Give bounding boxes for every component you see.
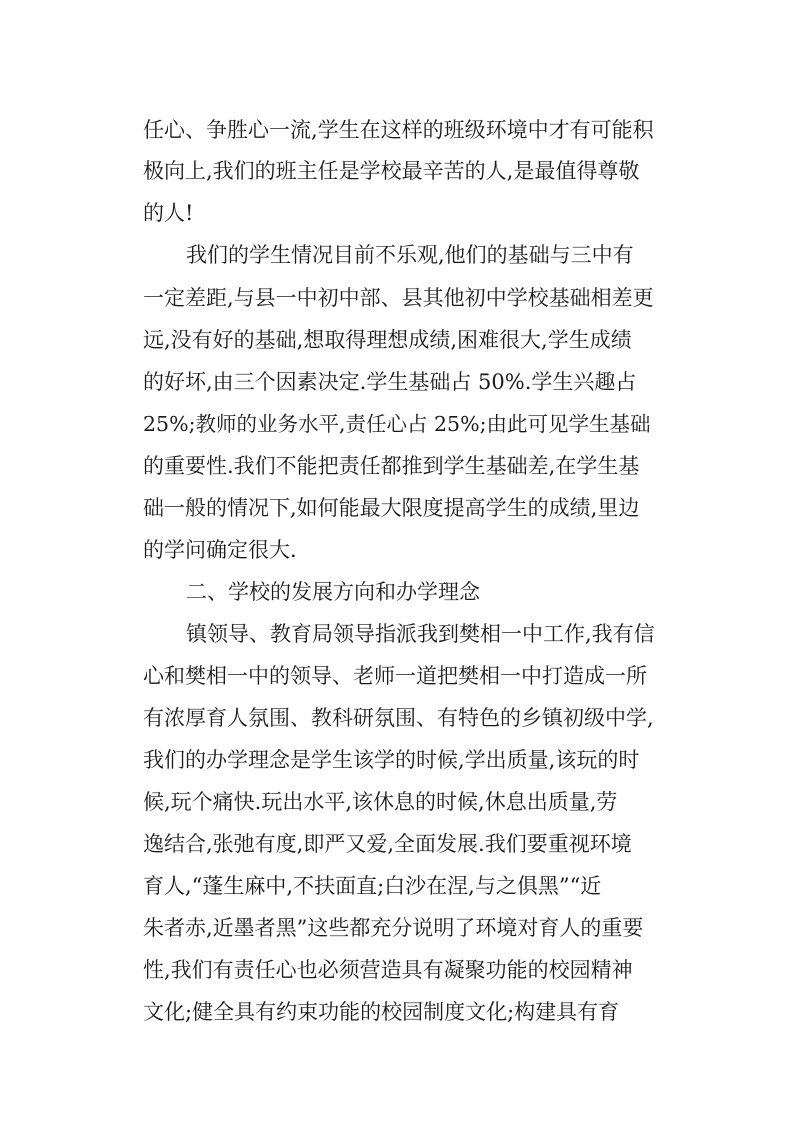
text-line: 心和樊相一中的领导、老师一道把樊相一中打造成一所 — [143, 664, 647, 688]
text-line: 朱者赤,近墨者黑”这些都充分说明了环境对育人的重要 — [143, 916, 644, 940]
text-line: 有浓厚育人氛围、教科研氛围、有特色的乡镇初级中学, — [143, 706, 654, 730]
text-line: 极向上,我们的班主任是学校最辛苦的人,是最值得尊敬 — [143, 159, 640, 183]
text-line: 的人! — [143, 201, 194, 225]
paragraph-start-line: 镇领导、教育局领导指派我到樊相一中工作,我有信 — [186, 622, 655, 646]
text-line: 础一般的情况下,如何能最大限度提高学生的成绩,里边 — [143, 496, 640, 520]
text-line: 文化;健全具有约束功能的校园制度文化;构建具有育 — [143, 1000, 620, 1024]
text-line: 任心、争胜心一流,学生在这样的班级环境中才有可能积 — [143, 118, 654, 142]
text-line: 的学问确定很大. — [143, 538, 297, 562]
text-line: 的重要性.我们不能把责任都推到学生基础差,在学生基 — [143, 454, 640, 478]
paragraph-start-line: 我们的学生情况目前不乐观,他们的基础与三中有 — [186, 243, 634, 267]
text-line: 候,玩个痛快.玩出水平,该休息的时候,休息出质量,劳 — [143, 790, 618, 814]
text-line: 25%;教师的业务水平,责任心占 25%;由此可见学生基础 — [143, 412, 651, 436]
text-line: 一定差距,与县一中初中部、县其他初中学校基础相差更 — [143, 286, 654, 310]
text-line: 育人,“蓬生麻中,不扶面直;白沙在涅,与之俱黑”“近 — [143, 874, 602, 898]
section-heading: 二、学校的发展方向和办学理念 — [186, 580, 480, 604]
text-line: 的好坏,由三个因素决定.学生基础占 50%.学生兴趣占 — [143, 370, 637, 394]
text-line: 远,没有好的基础,想取得理想成绩,困难很大,学生成绩 — [143, 328, 632, 352]
text-line: 性,我们有责任心也必须营造具有凝聚功能的校园精神 — [143, 958, 633, 982]
text-line: 逸结合,张弛有度,即严又爱,全面发展.我们要重视环境 — [143, 832, 632, 856]
text-line: 我们的办学理念是学生该学的时候,学出质量,该玩的时 — [143, 748, 640, 772]
